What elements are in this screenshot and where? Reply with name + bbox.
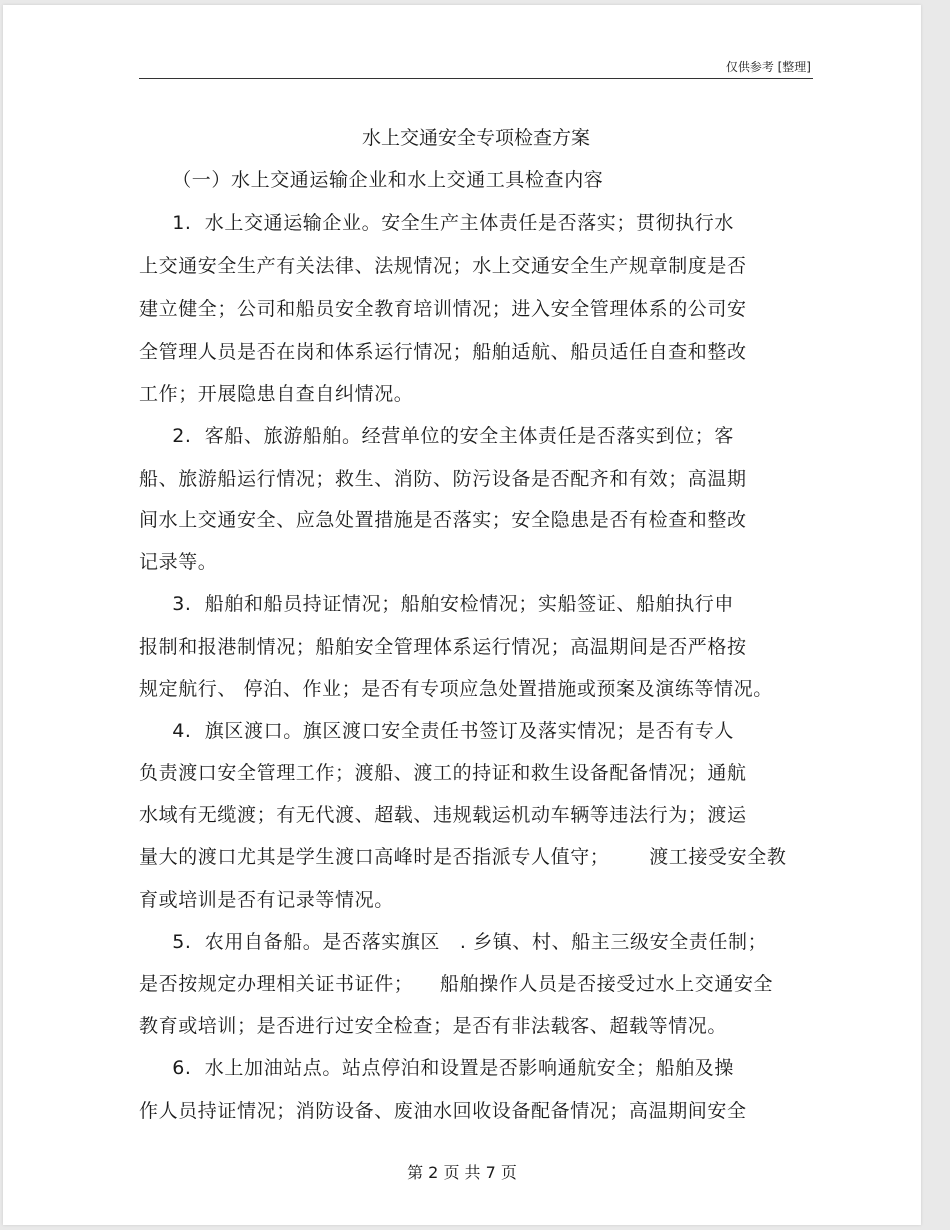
body-line: 上交通安全生产有关法律、法规情况；水上交通安全生产规章制度是否: [139, 255, 747, 277]
header-rule: [139, 78, 813, 79]
body-line: 负责渡口安全管理工作；渡船、渡工的持证和救生设备配备情况；通航: [139, 762, 747, 784]
document-title: 水上交通安全专项检查方案: [361, 127, 590, 149]
body-line: 规定航行、 停泊、作业；是否有专项应急处置措施或预案及演练等情况。: [139, 678, 773, 700]
body-line: 育或培训是否有记录等情况。: [139, 889, 394, 911]
body-line: 工作；开展隐患自查自纠情况。: [139, 383, 414, 405]
body-line: 记录等。: [139, 551, 218, 573]
body-line: 建立健全；公司和船员安全教育培训情况；进入安全管理体系的公司安: [139, 298, 747, 320]
body-line: 全管理人员是否在岗和体系运行情况；船舶适航、船员适任自查和整改: [139, 341, 747, 363]
body-line: 水域有无缆渡；有无代渡、超载、违规载运机动车辆等违法行为；渡运: [139, 804, 747, 826]
body-line: 间水上交通安全、应急处置措施是否落实；安全隐患是否有检查和整改: [139, 509, 747, 531]
body-line: 船、旅游船运行情况；救生、消防、防污设备是否配齐和有效；高温期: [139, 468, 747, 490]
body-line: 作人员持证情况；消防设备、废油水回收设备配备情况；高温期间安全: [139, 1100, 747, 1122]
body-line: 1. 水上交通运输企业。安全生产主体责任是否落实；贯彻执行水: [139, 212, 735, 234]
body-line: 教育或培训；是否进行过安全检查；是否有非法载客、超载等情况。: [139, 1015, 728, 1037]
header-note: 仅供参考 [整理]: [725, 60, 811, 74]
body-line: 2. 客船、旅游船舶。经营单位的安全主体责任是否落实到位；客: [139, 425, 735, 447]
body-line: 4. 旗区渡口。旗区渡口安全责任书签订及落实情况；是否有专人: [139, 720, 735, 742]
body-line: 6. 水上加油站点。站点停泊和设置是否影响通航安全；船舶及操: [139, 1057, 735, 1079]
body-line: 3. 船舶和船员持证情况；船舶安检情况；实船签证、船舶执行申: [139, 593, 735, 615]
page-number: 第 2 页 共 7 页: [407, 1163, 517, 1182]
document-page: [3, 5, 921, 1225]
body-line: 量大的渡口尤其是学生渡口高峰时是否指派专人值守； 渡工接受安全教: [139, 846, 787, 868]
body-line: 5. 农用自备船。是否落实旗区 . 乡镇、村、船主三级安全责任制；: [139, 931, 768, 953]
body-line: 报制和报港制情况；船舶安全管理体系运行情况；高温期间是否严格按: [139, 636, 747, 658]
section-heading: （一）水上交通运输企业和水上交通工具检查内容: [139, 169, 604, 191]
body-line: 是否按规定办理相关证书证件； 船舶操作人员是否接受过水上交通安全: [139, 973, 774, 995]
